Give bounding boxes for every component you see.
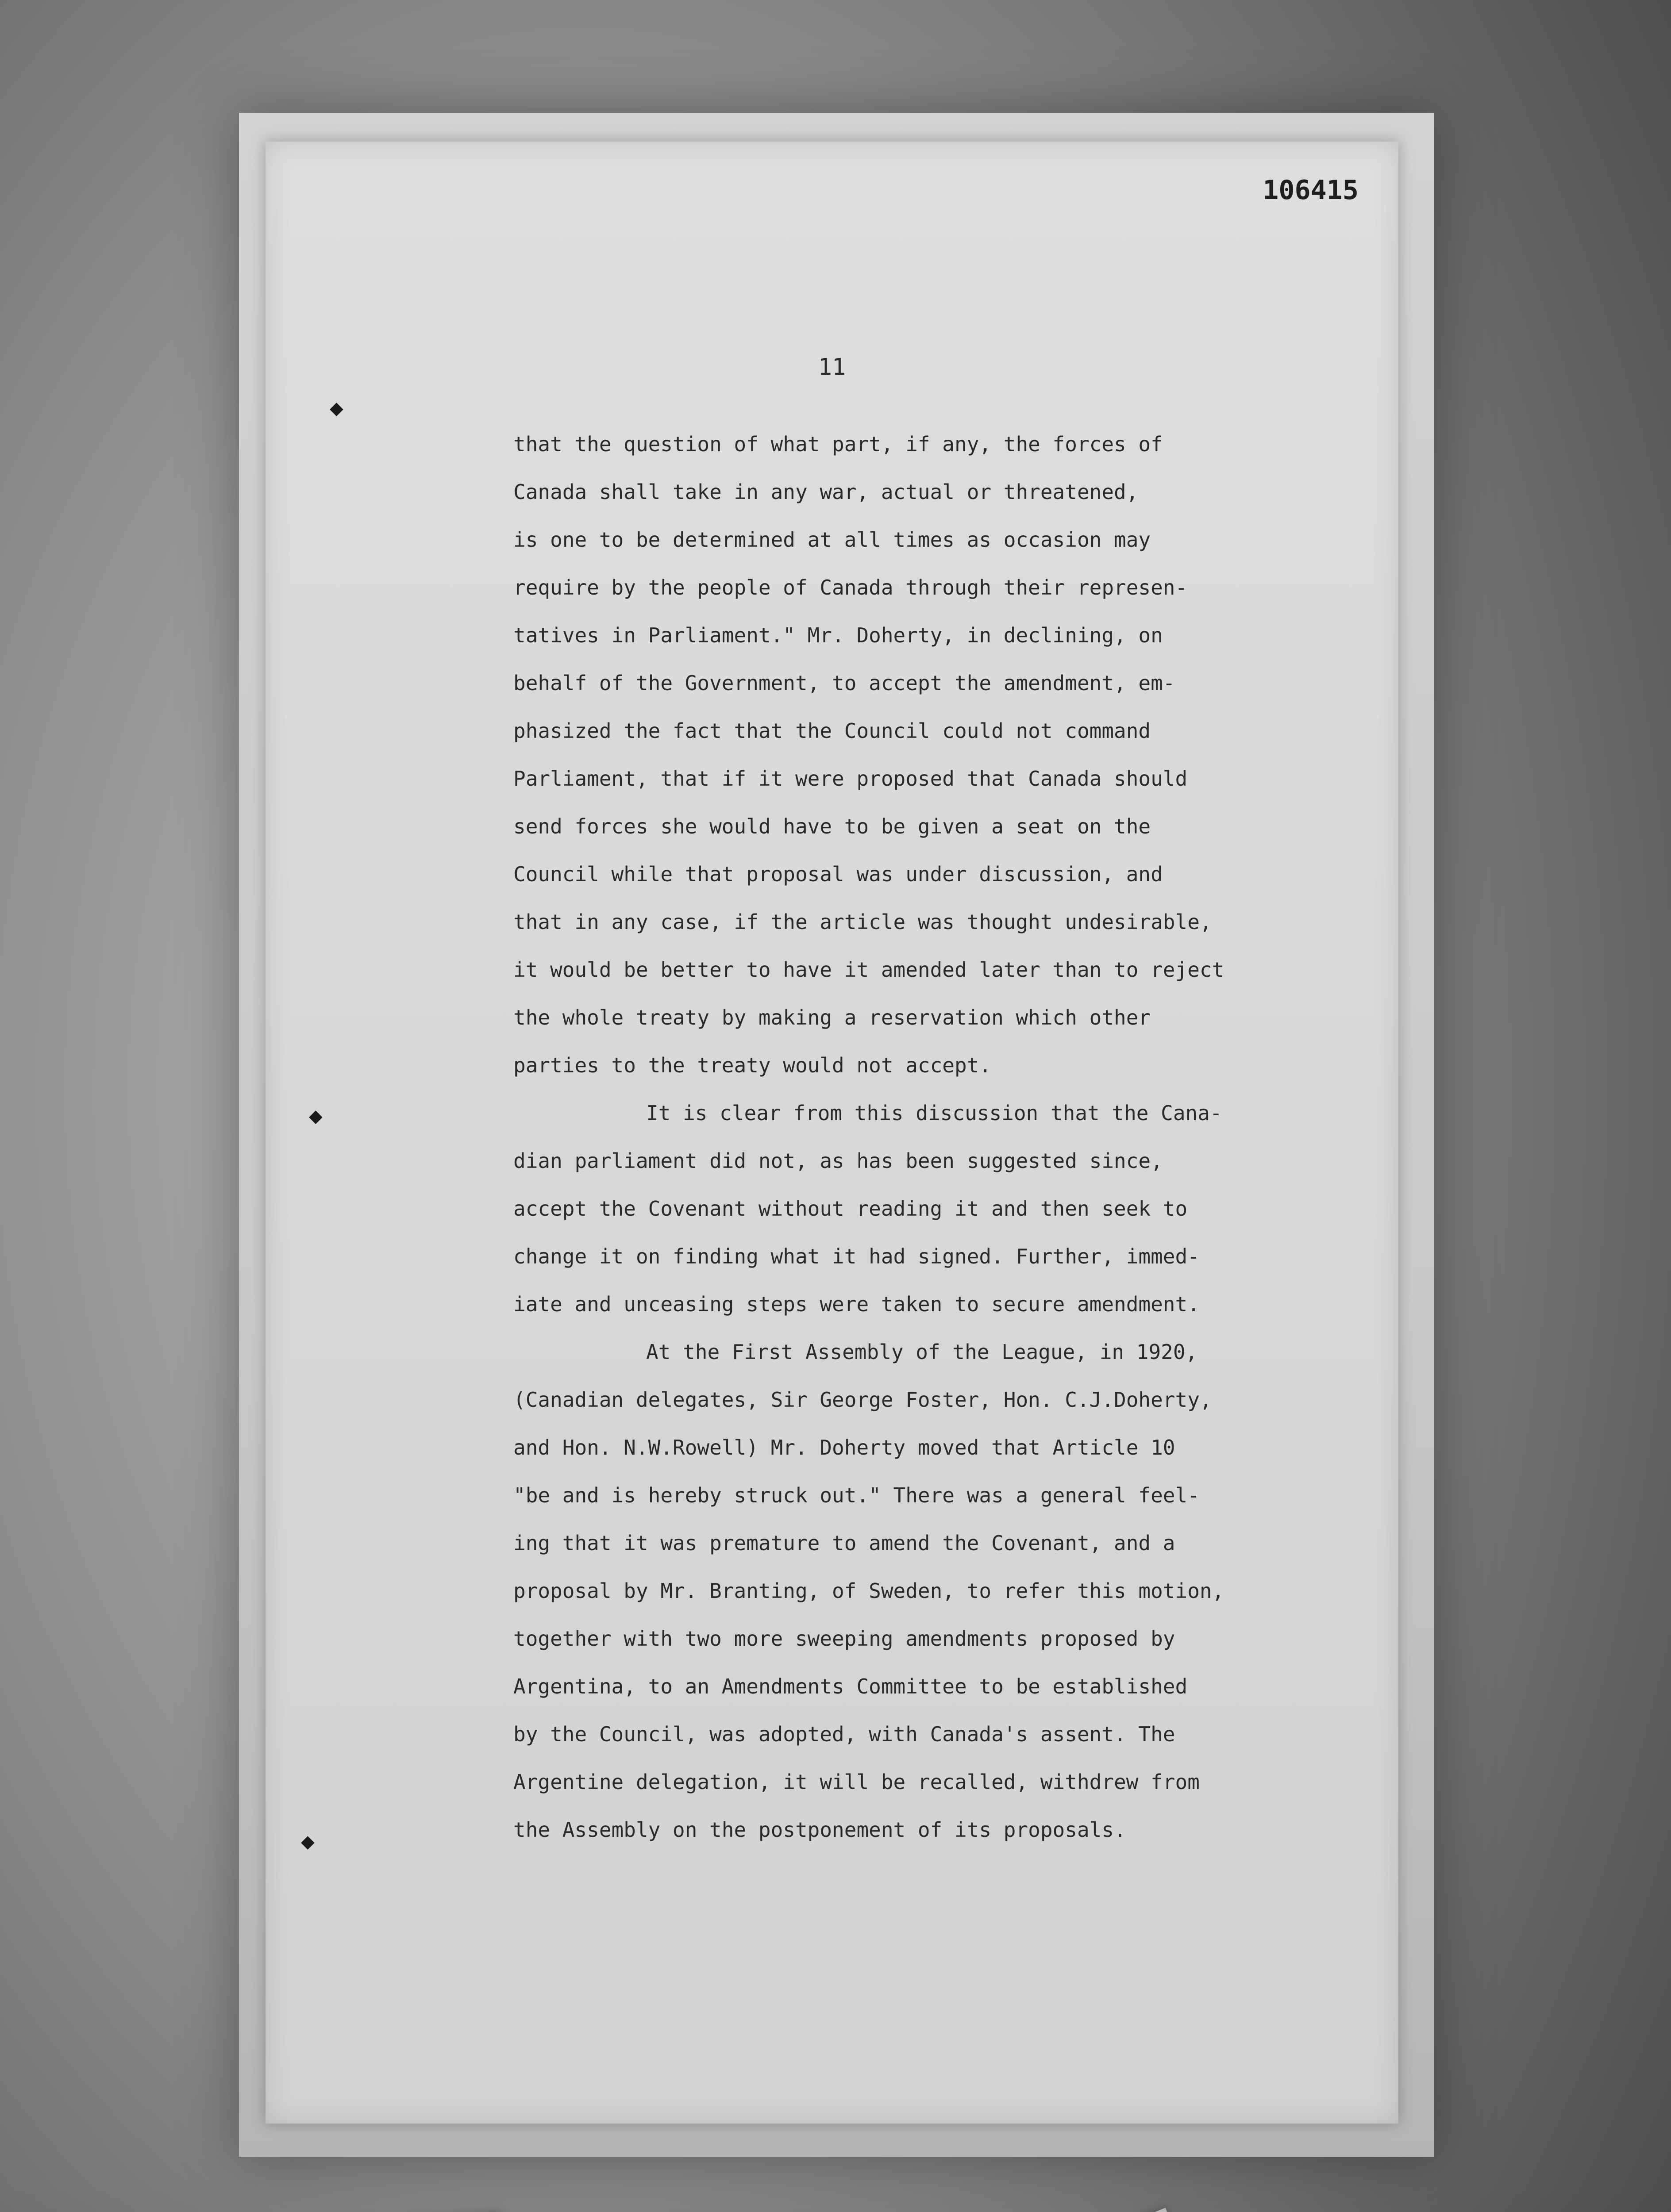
text-line: phasized the fact that the Council could not command <box>513 719 1151 743</box>
text-line: Council while that proposal was under discussion, and <box>513 862 1163 886</box>
document-page <box>266 142 1398 2124</box>
text-line: behalf of the Government, to accept the amendment, em- <box>513 671 1175 695</box>
text-line: is one to be determined at all times as occasion may <box>513 528 1151 552</box>
text-line: by the Council, was adopted, with Canada's assent. The <box>513 1722 1175 1746</box>
paragraph <box>513 1089 1301 1328</box>
text-line: Canada shall take in any war, actual or threatened, <box>513 480 1139 504</box>
text-line: Argentina, to an Amendments Committee to be established <box>513 1674 1188 1698</box>
text-line: change it on finding what it had signed. Further, immed- <box>513 1244 1200 1268</box>
text-line: require by the people of Canada through their represen- <box>513 576 1188 599</box>
text-line: It is clear from this discussion that the Cana- <box>646 1101 1222 1125</box>
margin-mark: ◆ <box>309 1106 323 1126</box>
text-line: At the First Assembly of the League, in 1920, <box>646 1340 1198 1364</box>
text-line: the Assembly on the postponement of its proposals. <box>513 1818 1126 1842</box>
text-line: parties to the treaty would not accept. <box>513 1053 992 1077</box>
text-line: Parliament, that if it were proposed that Canada should <box>513 767 1188 791</box>
text-line: tatives in Parliament." Mr. Doherty, in declining, on <box>513 623 1163 647</box>
text-line: ing that it was premature to amend the Covenant, and a <box>513 1531 1175 1555</box>
text-line: together with two more sweeping amendments proposed by <box>513 1627 1175 1651</box>
text-line: dian parliament did not, as has been suggested since, <box>513 1149 1163 1173</box>
margin-mark: ◆ <box>301 1832 315 1852</box>
text-line: it would be better to have it amended later than to reject <box>513 958 1224 982</box>
page-number: 11 <box>818 354 846 380</box>
text-line: that in any case, if the article was thought undesirable, <box>513 910 1212 934</box>
text-line: that the question of what part, if any, the forces of <box>513 432 1163 456</box>
text-line: proposal by Mr. Branting, of Sweden, to refer this motion, <box>513 1579 1224 1603</box>
text-line: the whole treaty by making a reservation which other <box>513 1006 1151 1029</box>
text-line: "be and is hereby struck out." There was a general feel- <box>513 1483 1200 1507</box>
body-text <box>513 420 1301 1854</box>
text-line: (Canadian delegates, Sir George Foster, Hon. C.J.Doherty, <box>513 1388 1212 1412</box>
paragraph <box>513 420 1301 1089</box>
stamp-number: 106415 <box>1263 175 1359 206</box>
sleeve-shadow <box>0 2181 1671 2212</box>
text-line: iate and unceasing steps were taken to secure amendment. <box>513 1292 1200 1316</box>
text-line: Argentine delegation, it will be recalled, withdrew from <box>513 1770 1200 1794</box>
text-line: send forces she would have to be given a seat on the <box>513 814 1151 838</box>
text-line: accept the Covenant without reading it and then seek to <box>513 1197 1188 1221</box>
paragraph <box>513 1328 1301 1854</box>
text-line: and Hon. N.W.Rowell) Mr. Doherty moved that Article 10 <box>513 1436 1175 1459</box>
margin-mark: ◆ <box>330 398 343 419</box>
